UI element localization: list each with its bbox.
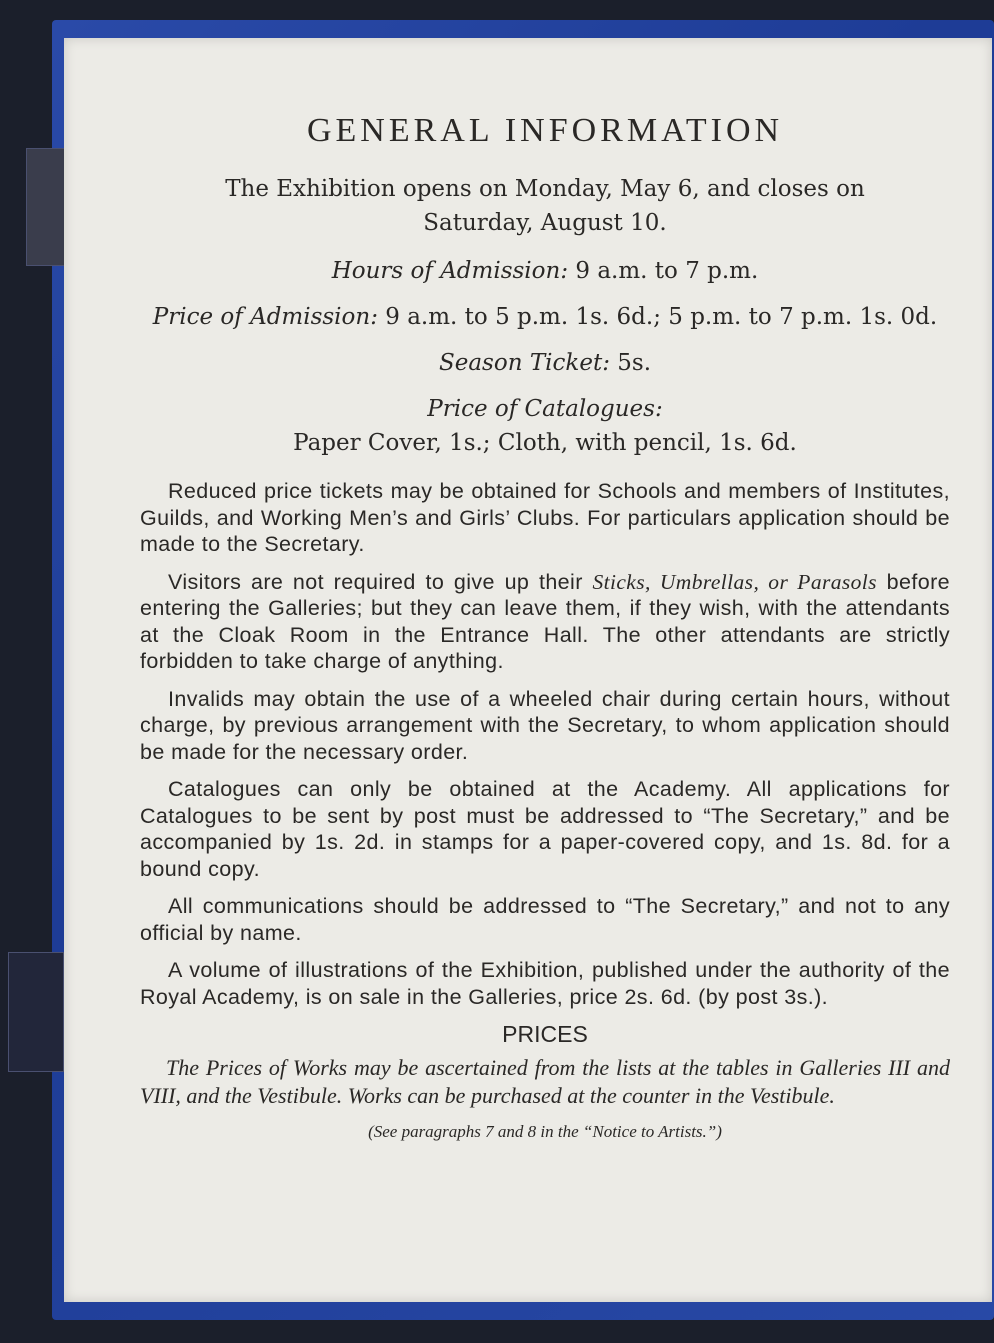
binding-tab-bottom [8,952,64,1072]
season-ticket-value: 5s. [617,350,652,376]
hours-of-admission [140,254,950,288]
price-admission-value: 9 a.m. to 5 p.m. 1s. 6d.; 5 p.m. to 7 p.m. 1s. 0d. [385,304,938,330]
communications-paragraph: All communications should be addressed to “The Secretary,” and not to any official by name. [140,894,950,945]
prices-heading: PRICES [502,1021,588,1047]
prices-paragraph: The Prices of Works may be ascertained from the lists at the tables in Galleries III and VIII, and the Vestibule. Works can be purchased at the counter in the Vestibule. [140,1055,950,1108]
hours-value: 9 a.m. to 7 p.m. [575,258,759,284]
visitors-text-b: before entering the Galleries; but they can leave them, if they wish, with the attendants at the Cloak Room in the Entrance Hall. The other attendants are strictly forbidden to take charge of anything. [140,569,950,673]
volume-paragraph: A volume of illustrations of the Exhibition, published under the authority of the Royal Academy, is on sale in the Galleries, price 2s. 6d. (by post 3s.). [140,958,950,1009]
page-content [140,112,950,1142]
visitors-text-a: Visitors are not required to give up their [168,569,593,594]
season-ticket-label: Season Ticket: [438,350,610,376]
catalogues-paragraph: Catalogues can only be obtained at the Academy. All applications for Catalogues to be sent by post must be addressed to “The Secretary,” and be accompanied by 1s. 2d. in stamps for a paper-covered copy, and 1s. 8d. for a bound copy. [140,777,950,881]
season-ticket [140,346,950,380]
opening-line-1: The Exhibition opens on Monday, May 6, and closes on [225,176,865,202]
opening-dates [140,172,950,240]
visitors-paragraph [140,569,950,675]
price-of-admission [140,300,950,334]
catalogues-value: Paper Cover, 1s.; Cloth, with pencil, 1s. 6d. [293,430,797,456]
invalids-paragraph: Invalids may obtain the use of a wheeled chair during certain hours, without charge, by previous arrangement with the Secretary, to whom application should be made for the necessary order. [140,686,950,764]
reduced-tickets-paragraph: Reduced price tickets may be obtained for Schools and members of Institutes, Guilds, and Working Men’s and Girls’ Clubs. For particulars application should be made to the Secretary. [140,479,950,556]
opening-line-2: Saturday, August 10. [423,210,667,236]
visitors-italic: Sticks, Umbrellas, or Parasols [592,569,877,594]
catalogues-label: Price of Catalogues: [427,396,663,422]
binding-tab-top [26,148,68,266]
hours-label: Hours of Admission: [331,258,569,284]
price-admission-label: Price of Admission: [152,304,378,330]
page-title: GENERAL INFORMATION [306,112,784,149]
price-of-catalogues [140,392,950,460]
prices-footnote: (See paragraphs 7 and 8 in the “Notice to Artists.”) [368,1122,722,1141]
